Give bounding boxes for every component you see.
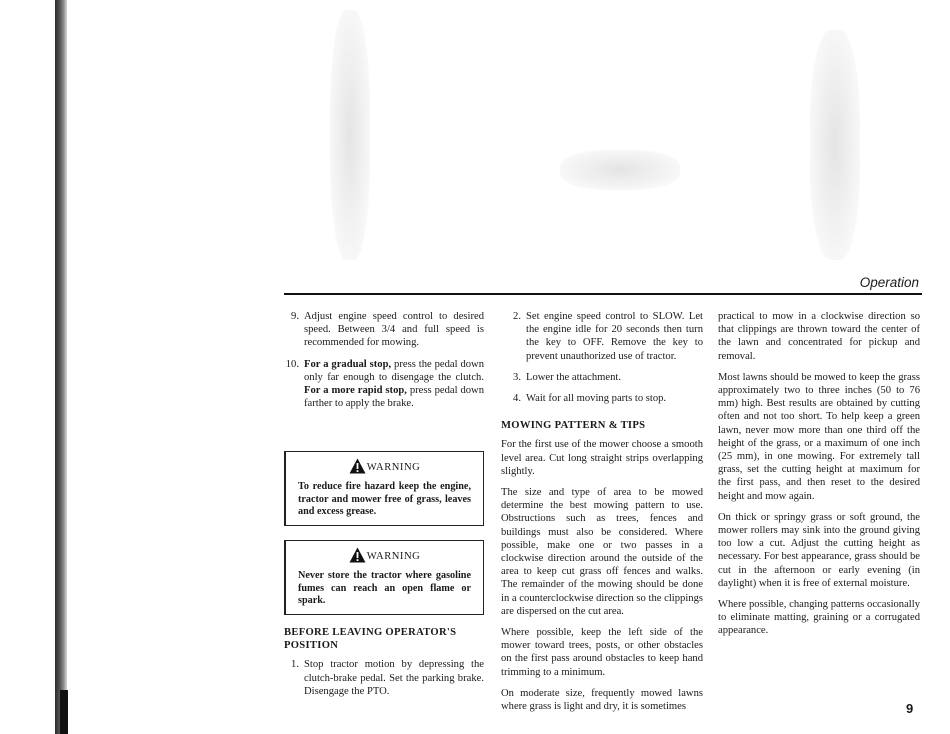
paragraph: Where possible, keep the left side of the mower toward trees, posts, or other obstacles on the first pass around obstacles to keep hand trimming to a minimum.: [501, 627, 703, 678]
page-binding-shadow: [60, 690, 68, 734]
paragraph: For the first use of the mower choose a smooth level area. Cut long straight strips overlapping slightly.: [501, 439, 703, 477]
item-number: 10.: [285, 358, 299, 370]
item-text: Stop tractor motion by depressing the clutch-brake pedal. Set the parking brake. Disengage the PTO.: [304, 659, 484, 697]
warning-label: WARNING: [366, 462, 421, 473]
page-binding-edge: [55, 0, 67, 734]
page-number: 9: [906, 701, 914, 716]
paragraph: On thick or springy grass or soft ground, the mower rollers may sink into the ground giving too low a cut. Adjust the cutting height as necessary. For best appearance, grass should be cut in the afternoon or early evening (in daylight) when it is free of external moisture.: [718, 511, 920, 589]
list-item: [284, 658, 484, 698]
paragraph: practical to mow in a clockwise direction so that clippings are thrown toward the center of the lawn and concentrated for pickup and removal.: [718, 311, 920, 362]
section-heading: MOWING PATTERN & TIPS: [501, 420, 646, 432]
warning-box: [284, 451, 484, 526]
emphasis: For a more rapid stop,: [304, 385, 407, 397]
list-item: [284, 310, 484, 350]
item-text: Set engine speed control to SLOW. Let the engine idle for 20 seconds then turn the key to OFF. Remove the key to prevent unauthorized use of tractor.: [526, 311, 703, 362]
item-number: 9.: [291, 311, 299, 322]
text-run: press the pedal down only far enough to disengage the clutch.: [304, 358, 485, 383]
warning-title: [298, 458, 471, 474]
column-1: [284, 310, 484, 418]
paragraph: The size and type of area to be mowed determine the best mowing pattern to use. Obstructions such as trees, fences and buildings must also be considered. Where possible, make one or two passes in a clockwise direction around the outside of the area to keep cut grass off fences and walks. The remainder of the mowing should be done in a counterclockwise direction so the clippings are dispersed on the cut area.: [501, 487, 703, 617]
paper-speckle: [330, 10, 370, 260]
section-title: Operation: [859, 275, 919, 290]
column-1-lower: [284, 626, 484, 706]
list-item: [501, 371, 703, 384]
item-number: 2.: [513, 311, 521, 322]
header-rule: [284, 293, 922, 295]
warning-icon: [349, 458, 366, 474]
column-3: [718, 310, 920, 646]
item-text: Wait for all moving parts to stop.: [526, 393, 667, 405]
paper-speckle: [560, 150, 680, 190]
warning-icon: [349, 547, 366, 563]
list-item: [501, 310, 703, 363]
list-item: [501, 392, 703, 405]
warning-label: WARNING: [366, 551, 421, 562]
warning-title: [298, 547, 471, 563]
list-item: [284, 358, 484, 411]
paragraph: On moderate size, frequently mowed lawns where grass is light and dry, it is sometimes: [501, 687, 703, 713]
paper-speckle: [810, 30, 860, 260]
emphasis: For a gradual stop,: [304, 358, 392, 370]
warning-text: Never store the tractor where gasoline fumes can reach an open flame or spark.: [298, 570, 471, 607]
warning-box: [284, 540, 484, 615]
item-number: 1.: [291, 659, 299, 671]
column-2: [501, 310, 703, 721]
item-number: 4.: [513, 393, 521, 405]
item-text: Lower the attachment.: [526, 371, 622, 383]
item-text: [304, 358, 484, 411]
item-text: Adjust engine speed control to desired speed. Between 3/4 and full speed is recommended for mowing.: [304, 311, 484, 349]
text-run: press pedal down farther to apply the brake.: [304, 385, 484, 410]
item-number: 3.: [513, 371, 521, 383]
paragraph: Where possible, changing patterns occasionally to eliminate matting, graining or a corrugated appearance.: [718, 599, 920, 637]
paragraph: Most lawns should be mowed to keep the grass approximately two to three inches (50 to 76 mm) high. Best results are obtained by cutting often and not too short. To help keep a green lawn, never mow more than one third off the height of the grass, or a maximum of one inch (25 mm), in one mowing. For extremely tall grass, set the cutting height at maximum for the first pass, and then reset to the desired height and mow again.: [718, 371, 920, 502]
section-heading: BEFORE LEAVING OPERATOR'S POSITION: [284, 627, 457, 652]
warning-text: To reduce fire hazard keep the engine, tractor and mower free of grass, leaves and excess grease.: [298, 481, 471, 518]
